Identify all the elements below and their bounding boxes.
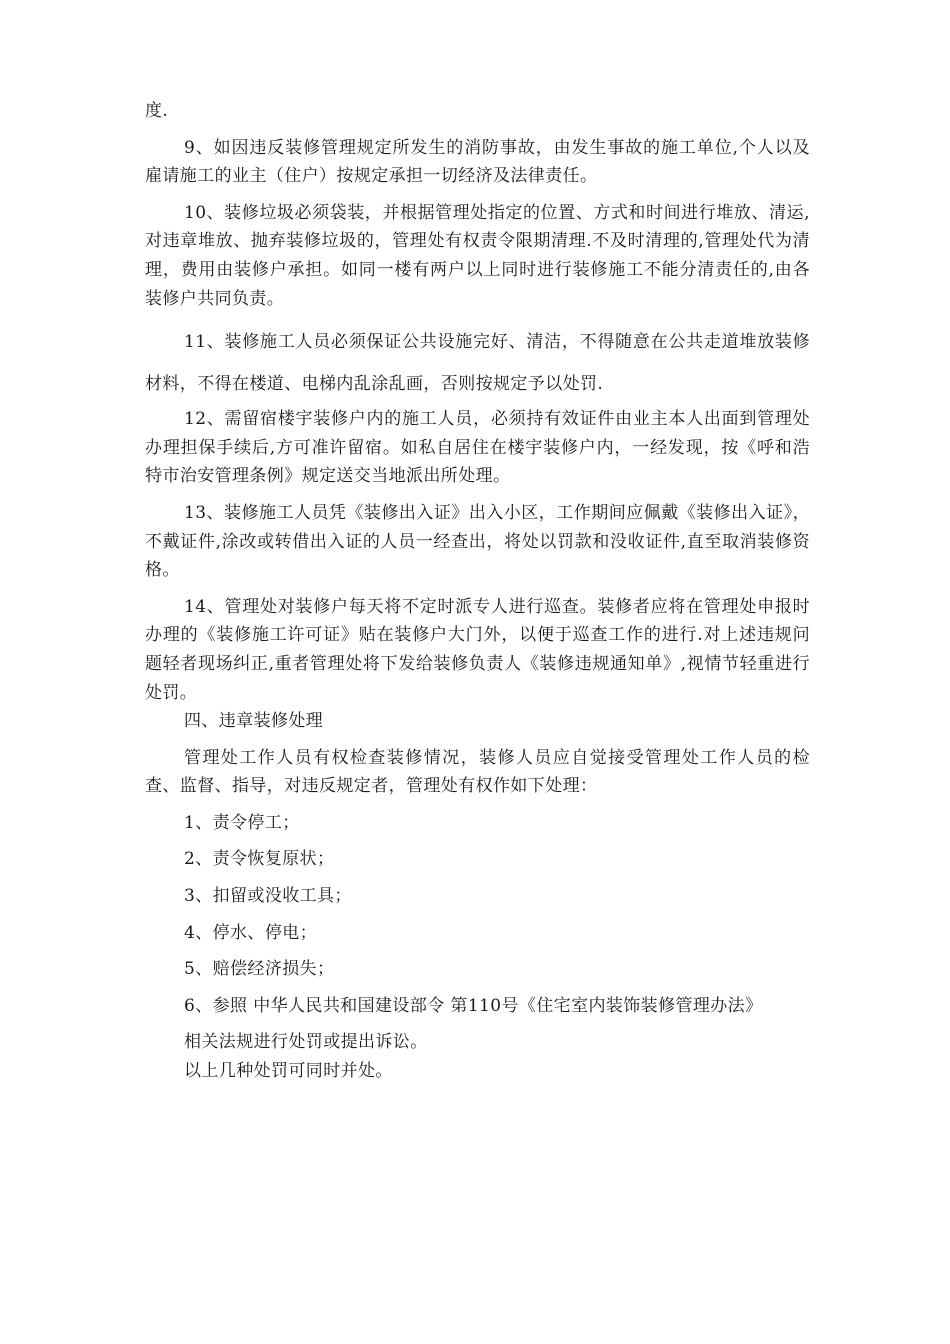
document-body <box>145 97 810 1086</box>
paragraph-item-10: 10、装修垃圾必须袋装，并根据管理处指定的位置、方式和时间进行堆放、清运,对违章堆放、抛弃装修垃圾的，管理处有权责令限期清理.不及时清理的,管理处代为清理，费用由装修户承担。如同一楼有两户以上同时进行装修施工不能分清责任的,由各装修户共同负责。 <box>145 202 810 309</box>
paragraph-item-9: 9、如因违反装修管理规定所发生的消防事故，由发生事故的施工单位,个人以及雇请施工的业主（住户）按规定承担一切经济及法律责任。 <box>145 137 810 187</box>
penalty-item-2: 2、责令恢复原状； <box>184 849 335 870</box>
penalty-item-3: 3、扣留或没收工具； <box>184 886 352 907</box>
paragraph-legal-action: 相关法规进行处罚或提出诉讼。 <box>184 1032 428 1053</box>
penalty-item-6: 6、参照 中华人民共和国建设部令 第110号《住宅室内装饰装修管理办法》 <box>184 995 763 1016</box>
paragraph-item-11: 11、装修施工人员必须保证公共设施完好、清洁，不得随意在公共走道堆放装修材料，不得在楼道、电梯内乱涂乱画，否则按规定予以处罚. <box>145 332 810 395</box>
paragraph-item-13: 13、装修施工人员凭《装修出入证》出入小区，工作期间应佩戴《装修出入证》，不戴证件,涂改或转借出入证的人员一经查出，将处以罚款和没收证件,直至取消装修资格。 <box>145 502 810 581</box>
section-heading-violation-handling: 四、违章装修处理 <box>184 711 324 732</box>
penalty-item-1: 1、责令停工； <box>184 812 300 833</box>
paragraph-item-12: 12、需留宿楼宇装修户内的施工人员，必须持有效证件由业主本人出面到管理处办理担保手续后,方可准许留宿。如私自居住在楼宇装修户内，一经发现，按《呼和浩特市治安管理条例》规定送交当地派出所处理。 <box>145 409 810 487</box>
paragraph-continuation: 度. <box>145 101 169 121</box>
paragraph-item-14: 14、管理处对装修户每天将不定时派专人进行巡查。装修者应将在管理处申报时办理的《装修施工许可证》贴在装修户大门外，以便于巡查工作的进行.对上述违规问题轻者现场纠正,重者管理处将下发给装修负责人《装修违规通知单》,视情节轻重进行处罚。 <box>145 596 810 703</box>
penalty-item-4: 4、停水、停电； <box>184 922 318 943</box>
penalty-item-5: 5、赔偿经济损失； <box>184 959 335 980</box>
paragraph-concurrent-penalties: 以上几种处罚可同时并处。 <box>184 1061 393 1082</box>
paragraph-inspection-rights: 管理处工作人员有权检查装修情况，装修人员应自觉接受管理处工作人员的检查、监督、指导，对违反规定者，管理处有权作如下处理： <box>145 747 810 797</box>
